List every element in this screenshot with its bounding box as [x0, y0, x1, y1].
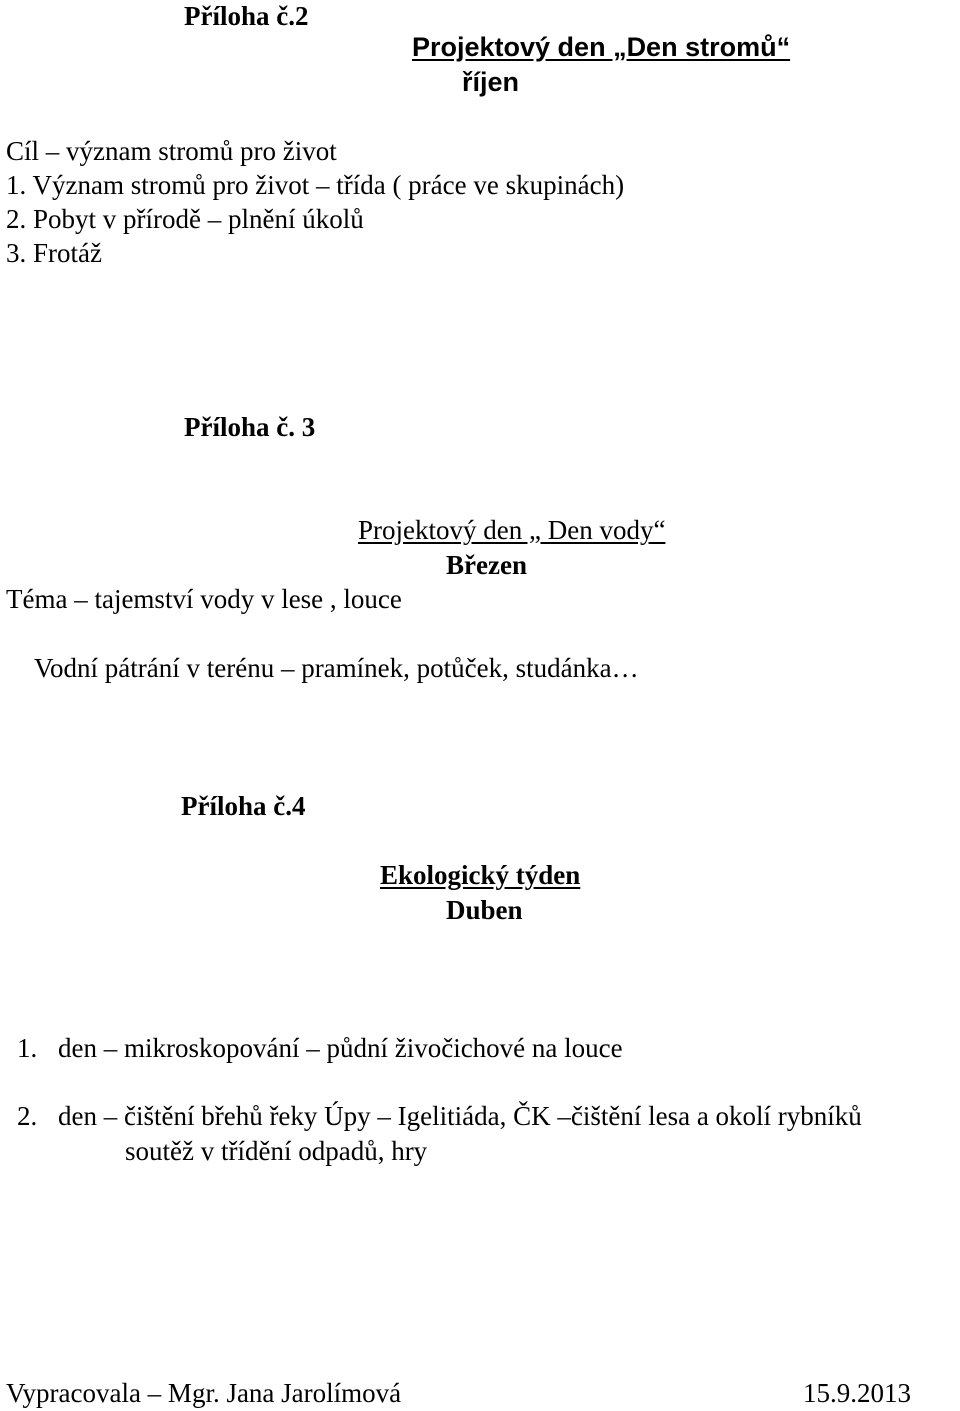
appendix-4-item-2-number: 2. — [17, 1101, 38, 1131]
appendix-4-item-2-continuation: soutěž v třídění odpadů, hry — [125, 1136, 428, 1166]
appendix-4-month: Duben — [446, 895, 523, 925]
appendix-4-title: Ekologický týden — [380, 860, 581, 890]
appendix-2-title: Projektový den „Den stromů“ — [412, 32, 791, 62]
appendix-2-goal: Cíl – význam stromů pro život — [6, 136, 337, 166]
appendix-3-activity: Vodní pátrání v terénu – pramínek, potůček, studánka… — [34, 653, 639, 683]
appendix-4-heading: Příloha č.4 — [181, 791, 306, 821]
appendix-4-item-1-text: den – mikroskopování – půdní živočichové na louce — [58, 1033, 623, 1063]
appendix-3-title: Projektový den „ Den vody“ — [358, 515, 666, 545]
appendix-3-theme: Téma – tajemství vody v lese , louce — [6, 584, 402, 614]
appendix-3-month: Březen — [446, 550, 527, 580]
appendix-2-month: říjen — [462, 67, 520, 97]
appendix-4-item-1-number: 1. — [17, 1033, 38, 1063]
appendix-2-item-1: 1. Význam stromů pro život – třída ( práce ve skupinách) — [6, 170, 625, 200]
appendix-3-heading: Příloha č. 3 — [184, 412, 316, 442]
appendix-2-heading: Příloha č.2 — [184, 1, 309, 31]
footer-date: 15.9.2013 — [803, 1378, 911, 1408]
appendix-2-item-2: 2. Pobyt v přírodě – plnění úkolů — [6, 204, 364, 234]
appendix-4-item-2-text: den – čištění břehů řeky Úpy – Igelitiáda, ČK –čištění lesa a okolí rybníků — [58, 1101, 862, 1131]
footer-author: Vypracovala – Mgr. Jana Jarolímová — [6, 1378, 402, 1408]
appendix-2-item-3: 3. Frotáž — [6, 238, 102, 268]
